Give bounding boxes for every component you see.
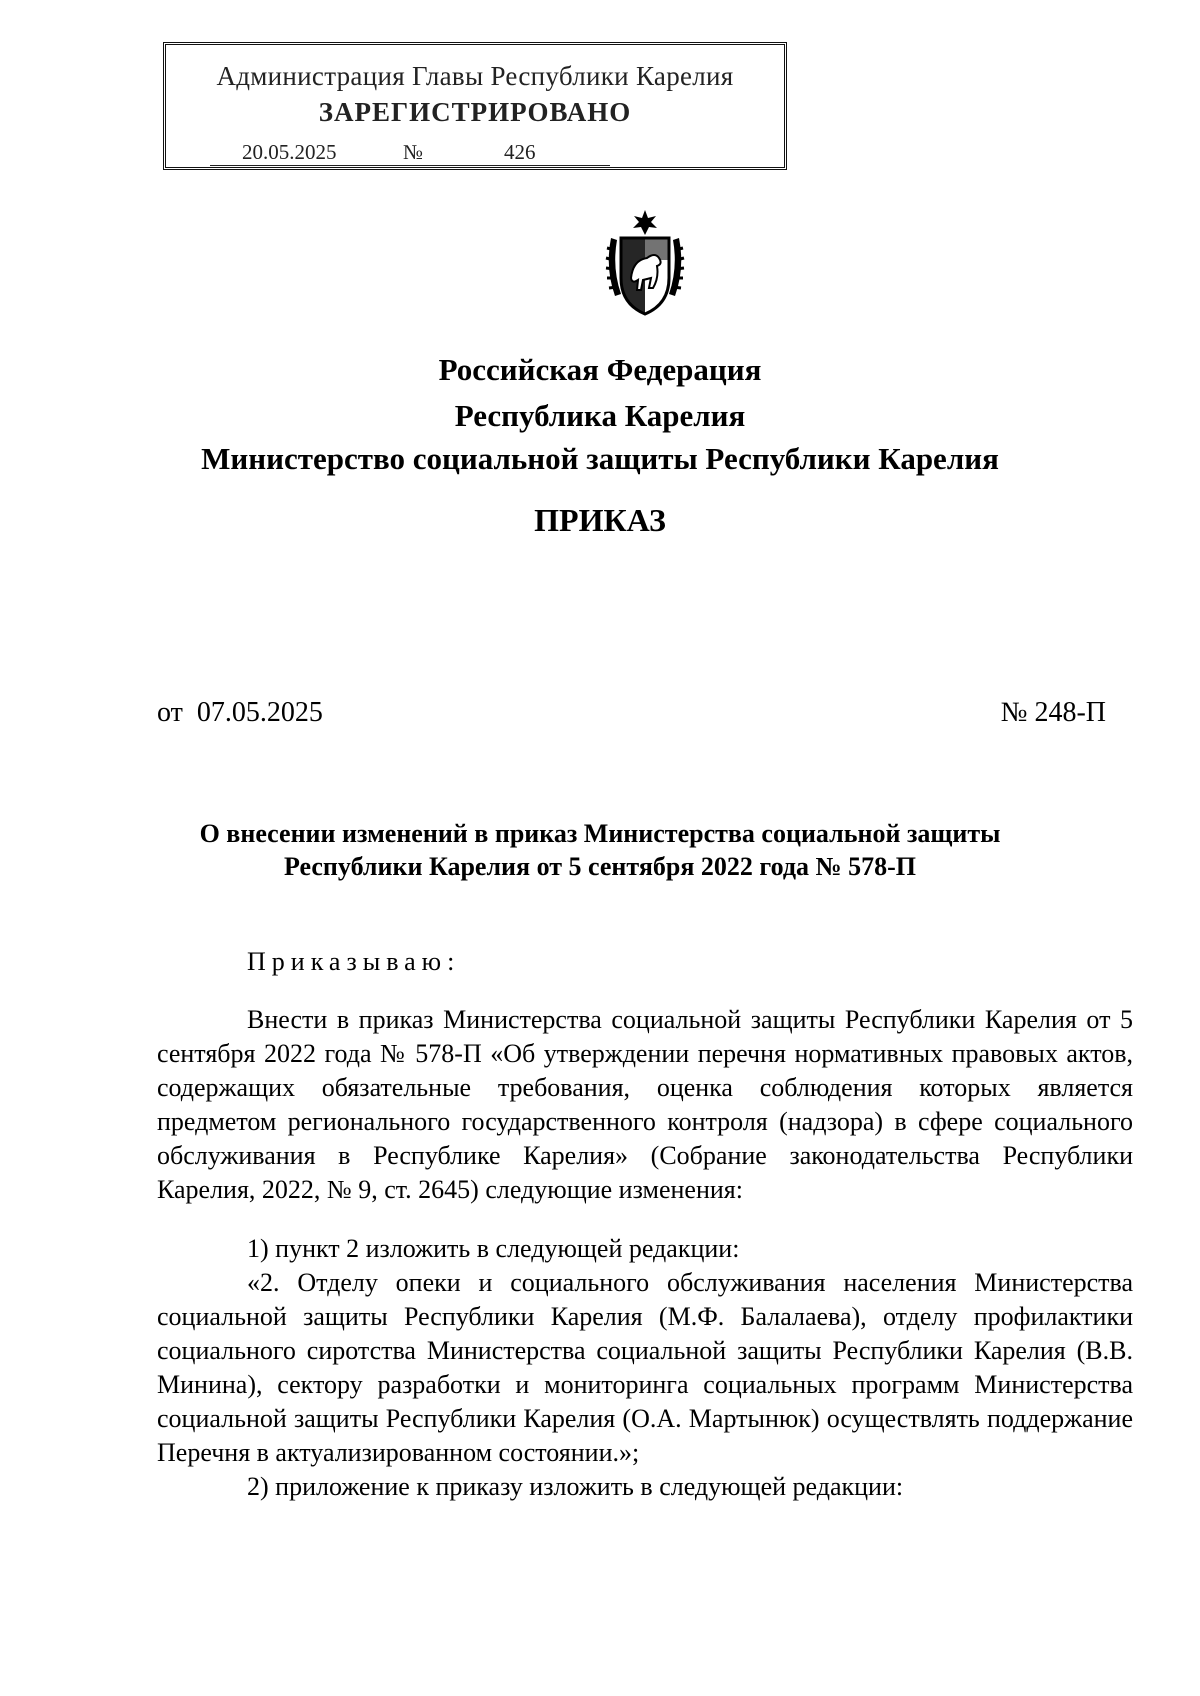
coat-of-arms-karelia-icon: [597, 208, 693, 318]
header-country: Российская Федерация: [438, 352, 762, 387]
header-region: Республика Карелия: [454, 398, 746, 433]
registration-stamp: [163, 42, 787, 170]
stamp-number-label: №: [403, 140, 424, 164]
body-item-2: 2) приложение к приказу изложить в следующей редакции:: [247, 1472, 904, 1501]
body-paragraph-1: Внести в приказ Министерства социальной защиты Республики Карелия от 5 сентября 2022 года № 578-П «Об утверждении перечня нормативных правовых актов, содержащих обязательные требования, оценка соблюдения которых является предметом регионального государственного контроля (надзора) в сфере социального обслуживания в Республике Карелия» (Собрание законодательства Республики Карелия, 2022, № 9, ст. 2645) следующие изменения:: [157, 1005, 1133, 1204]
document-subject: [0, 817, 1200, 883]
order-word: Приказываю:: [247, 947, 461, 976]
subject-line-1: О внесении изменений в приказ Министерства социальной защиты: [199, 819, 1001, 848]
document-body: [157, 1003, 1133, 1504]
stamp-organization: Администрация Главы Республики Карелия: [216, 61, 734, 91]
header-ministry: Министерство социальной защиты Республики Карелия: [201, 441, 999, 476]
subject-line-2: Республики Карелия от 5 сентября 2022 года № 578-П: [284, 852, 916, 881]
stamp-status: ЗАРЕГИСТРИРОВАНО: [318, 97, 632, 127]
stamp-number: 426: [504, 140, 536, 164]
document-number: № 248-П: [1000, 697, 1106, 728]
body-item-1-text: «2. Отделу опеки и социального обслуживания населения Министерства социальной защиты Республики Карелия (М.Ф. Балалаева), отделу профилактики социального сиротства Министерства социальной защиты Республики Карелия (В.В. Минина), сектору разработки и мониторинга социальных программ Министерства социальной защиты Республики Карелия (О.А. Мартынюк) осуществлять поддержание Перечня в актуализированном состоянии.»;: [157, 1268, 1133, 1467]
stamp-underline: [210, 165, 610, 166]
stamp-date: 20.05.2025: [242, 140, 337, 164]
body-item-1: 1) пункт 2 изложить в следующей редакции:: [247, 1234, 740, 1263]
document-date: от 07.05.2025: [157, 697, 323, 728]
document-type: ПРИКАЗ: [534, 502, 666, 538]
